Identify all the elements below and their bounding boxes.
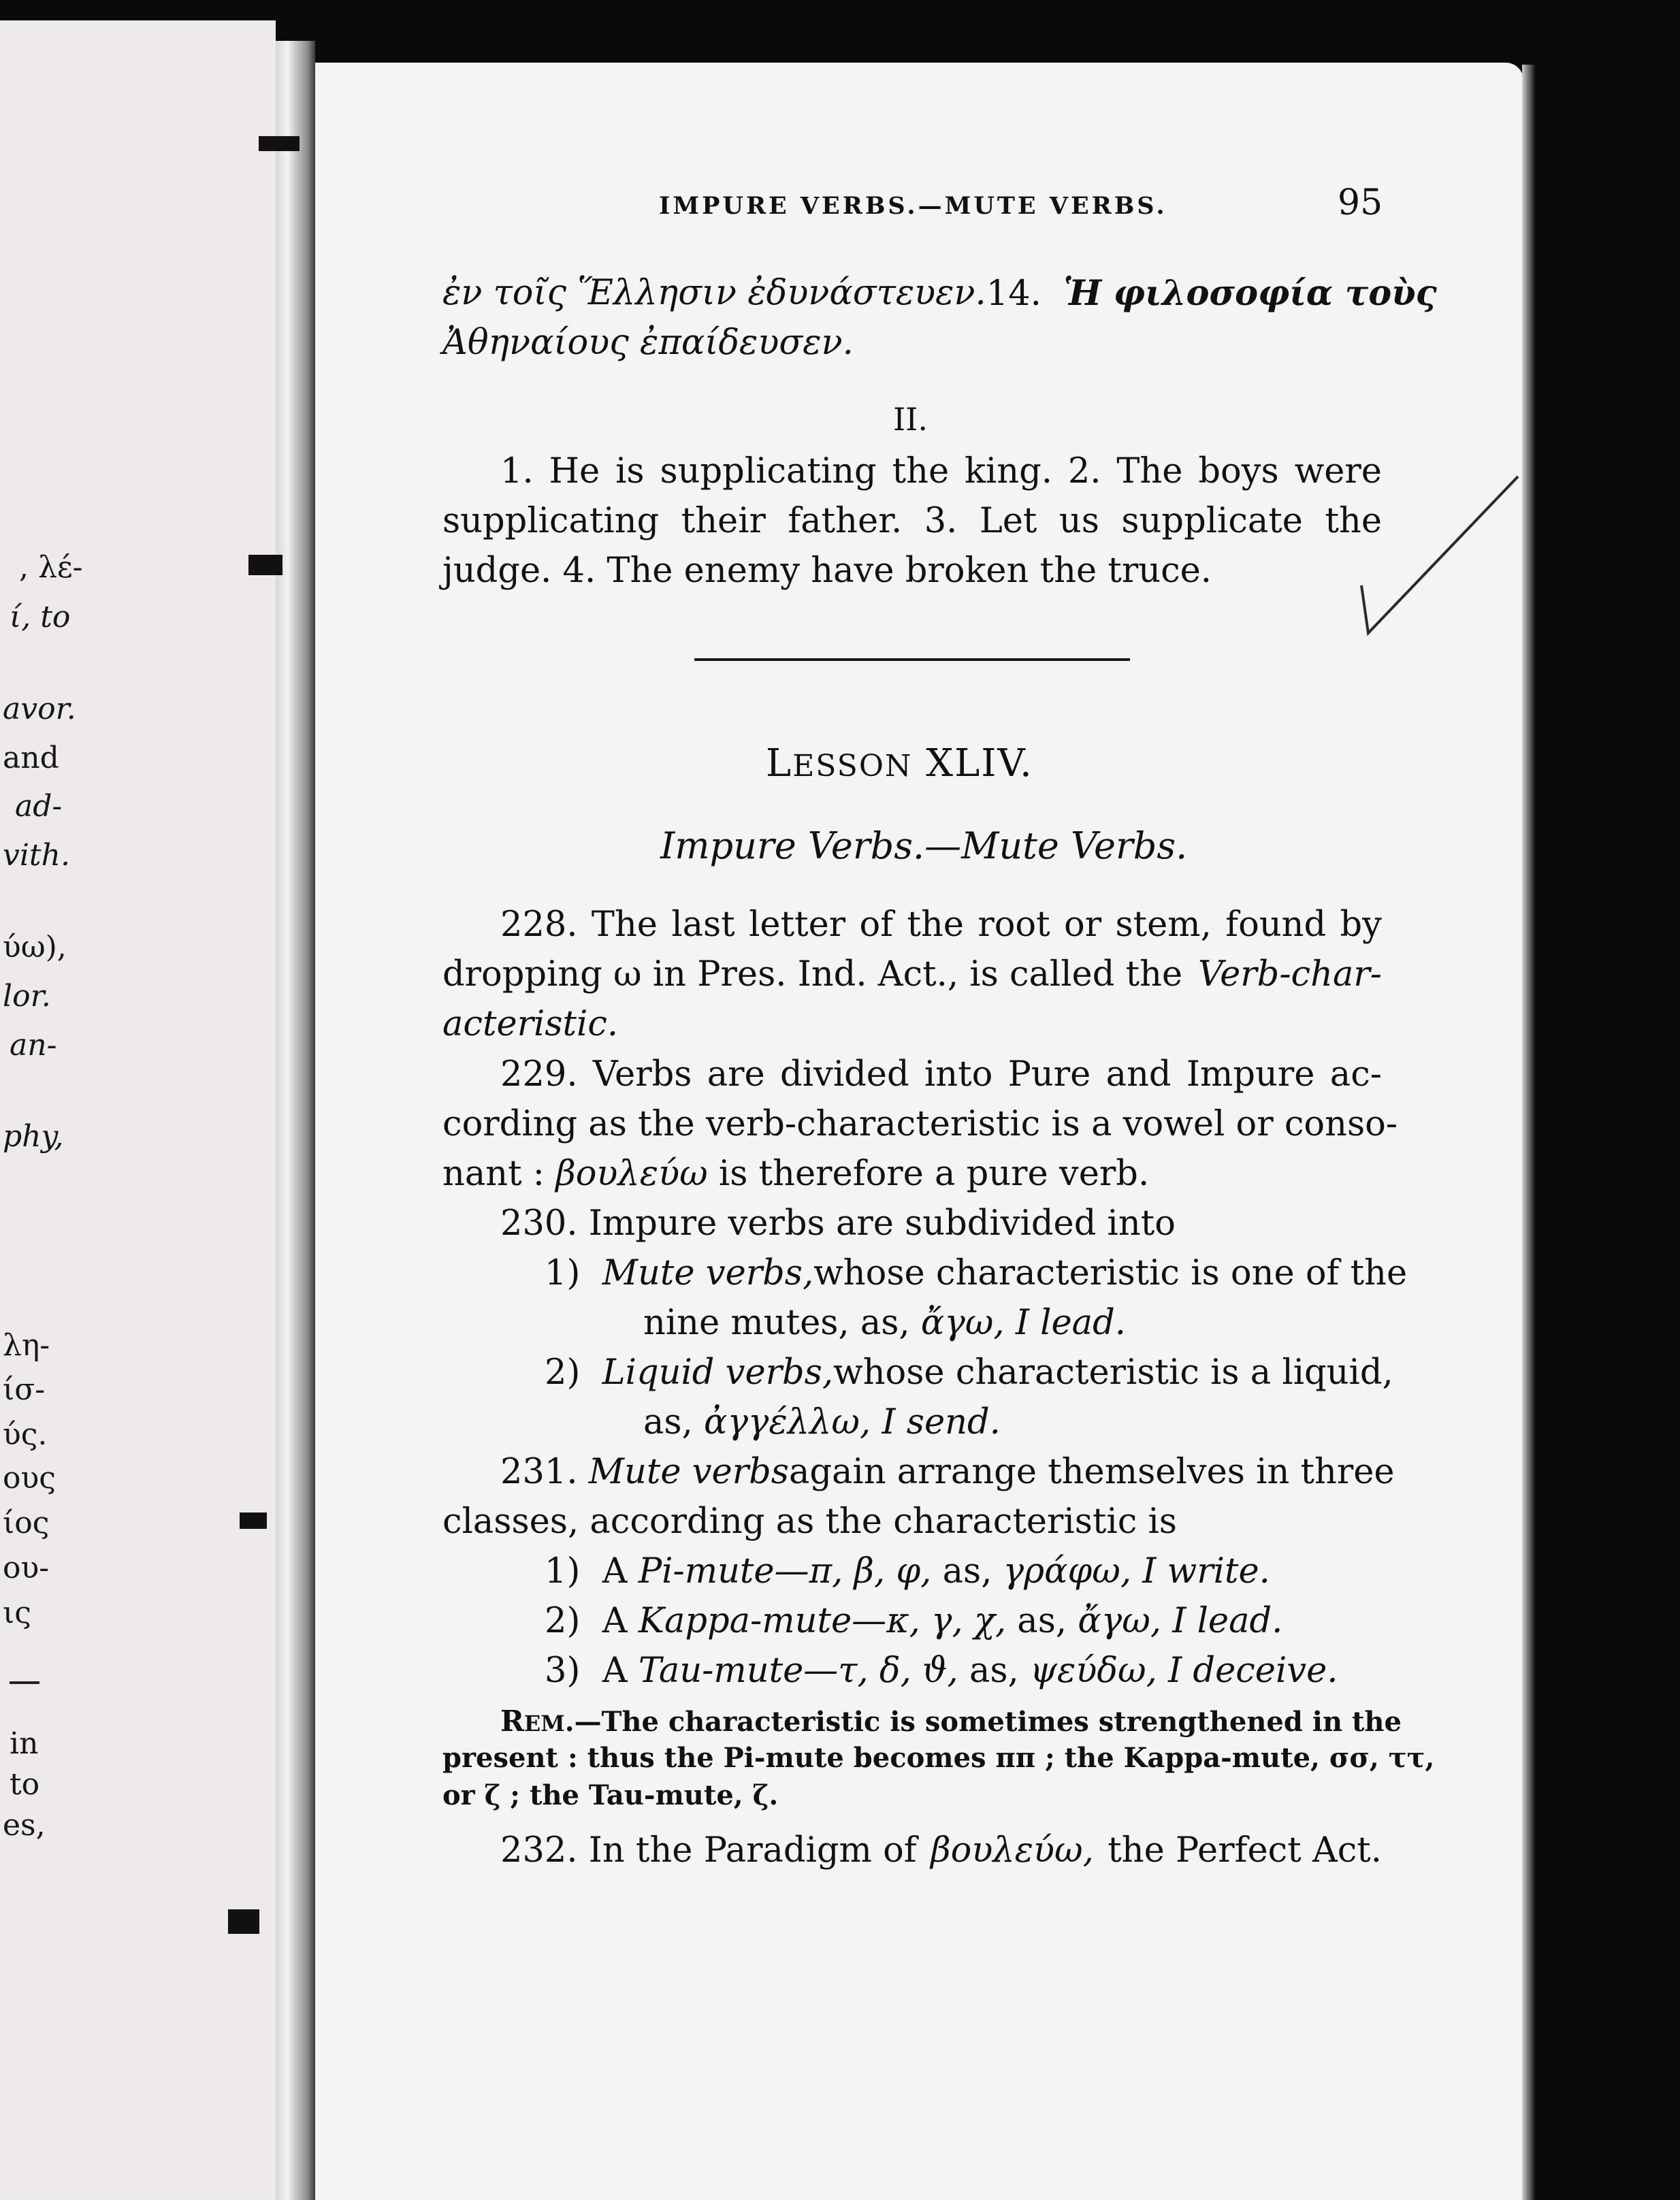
binding-mark [259, 136, 300, 151]
remark-text: .—The characteristic is sometimes strengthened in the [564, 1706, 1402, 1738]
left-fragment: ad- [15, 789, 63, 824]
greek-line-1 [442, 273, 1437, 314]
binding-mark [248, 555, 282, 575]
item-article: A [602, 1651, 628, 1691]
gloss: I write. [1142, 1551, 1270, 1591]
para-231-line [500, 1452, 1395, 1493]
left-fragment: phy, [3, 1119, 64, 1154]
item-text: as, [643, 1402, 693, 1442]
para-229-line [442, 1154, 1149, 1195]
lesson-label-cap: L [766, 741, 793, 786]
greek-word: ψεύδω, [1029, 1651, 1157, 1691]
para-230-item-cont [643, 1304, 1126, 1344]
binding-mark [240, 1512, 267, 1529]
item-number: 2) [545, 1601, 581, 1641]
remark-label-small: EM [523, 1711, 565, 1736]
pencil-check-mark [1355, 470, 1525, 647]
left-fragment: ί, to [10, 600, 71, 634]
item-text: as, [969, 1651, 1019, 1691]
left-page-fragment [0, 20, 276, 2200]
item-number: 1) [545, 1551, 581, 1591]
left-fragment: λη- [3, 1328, 50, 1363]
para-232-text: 232. In the Paradigm of [500, 1830, 917, 1871]
left-fragment: , λέ- [19, 550, 83, 585]
greek-sentence-14-text: Ἡ φιλοσοφία τοὺς [1063, 273, 1437, 314]
page-number: 95 [1338, 182, 1383, 223]
lesson-number: XLIV. [926, 741, 1033, 786]
greek-letters: τ, δ, ϑ, [838, 1651, 958, 1691]
lesson-subtitle: Impure Verbs.—Mute Verbs. [660, 824, 1188, 867]
book-gutter [276, 41, 315, 2200]
left-fragment: avor. [3, 692, 76, 726]
term-liquid-verbs: Liquid verbs, [602, 1353, 834, 1393]
left-fragment: ύς. [3, 1417, 48, 1452]
item-text: as, [1017, 1601, 1067, 1641]
greek-word: ἄγω, [920, 1303, 1005, 1343]
page-edge-shadow [1522, 65, 1536, 2200]
para-229-text: is therefore a pure verb. [718, 1154, 1150, 1194]
left-fragment: ίσ- [3, 1372, 46, 1407]
lesson-label-small: ESSON [792, 749, 913, 783]
para-231-line: classes, according as the characteristic is [442, 1502, 1177, 1542]
item-article: A [602, 1551, 628, 1591]
para-228-line: acteristic. [442, 1004, 619, 1044]
para-230-item-cont [643, 1403, 1001, 1443]
gloss: I lead. [1172, 1601, 1283, 1641]
exercise-line: judge. 4. The enemy have broken the truce. [442, 551, 1212, 591]
item-text: whose characteristic is one of the [813, 1253, 1408, 1293]
section-divider [694, 658, 1130, 661]
term-verb-characteristic: Verb-char- [1197, 954, 1382, 994]
left-page-rule [10, 1681, 39, 1684]
greek-sentence-14 [986, 274, 1437, 314]
left-fragment: ύω), [3, 930, 67, 965]
gloss: I send. [882, 1402, 1001, 1442]
para-229-line: cording as the verb-characteristic is a vowel or conso- [442, 1104, 1398, 1144]
left-fragment: to [10, 1767, 40, 1802]
para-228-line [442, 955, 1382, 995]
remark-line: present : thus the Pi-mute becomes ππ ; the Kappa-mute, σσ, ττ, [442, 1742, 1435, 1774]
binding-mark [228, 1909, 259, 1934]
greek-letters: κ, γ, χ, [886, 1601, 1007, 1641]
greek-sentence-13-end: ἐν τοῖς Ἕλλησιν ἐδυνάστευεν. [442, 273, 986, 313]
para-229-line: 229. Verbs are divided into Pure and Impure ac- [500, 1054, 1382, 1095]
term-kappa-mute: Kappa-mute— [638, 1601, 887, 1641]
item-number: 1) [545, 1253, 581, 1293]
mute-class-item [545, 1602, 1282, 1642]
exercise-line: 1. He is supplicating the king. 2. The boys were [500, 451, 1382, 491]
left-fragment: in [10, 1726, 39, 1761]
para-231-text: again arrange themselves in three [788, 1452, 1395, 1492]
left-fragment: ις [3, 1596, 31, 1630]
remark-label-cap: R [500, 1704, 524, 1738]
para-228-line: 228. The last letter of the root or stem, found by [500, 905, 1382, 945]
exercise-heading: II. [893, 401, 928, 438]
lesson-title [766, 742, 1033, 786]
mute-class-item [545, 1552, 1270, 1592]
para-number: 231. [500, 1452, 578, 1492]
para-228-text: dropping ω in Pres. Ind. Act., is called the [442, 954, 1183, 994]
para-230-item [545, 1353, 1393, 1393]
gloss: I lead. [1015, 1303, 1126, 1343]
term-mute-verbs: Mute verbs [588, 1452, 789, 1492]
running-head: IMPURE VERBS.—MUTE VERBS. [659, 192, 1167, 220]
greek-word: ἀγγέλλω, [704, 1402, 871, 1442]
left-fragment: ους [3, 1461, 56, 1495]
remark-line [500, 1704, 1402, 1738]
left-fragment: ου- [3, 1551, 50, 1585]
remark-line: or ζ ; the Tau-mute, ζ. [442, 1779, 779, 1811]
greek-letters: π, β, φ, [809, 1551, 932, 1591]
gloss: I deceive. [1168, 1651, 1338, 1691]
para-230-item [545, 1253, 1408, 1294]
item-text: nine mutes, as, [643, 1303, 910, 1343]
greek-line-2: Ἀθηναίους ἐπαίδευσεν. [442, 323, 854, 363]
left-fragment: ίος [3, 1506, 50, 1540]
greek-word: βουλεύω, [931, 1830, 1094, 1871]
left-fragment: an- [10, 1028, 57, 1063]
para-232-line [500, 1831, 1382, 1871]
left-fragment: and [3, 741, 59, 775]
left-fragment: vith. [3, 838, 70, 873]
term-tau-mute: Tau-mute— [638, 1651, 839, 1691]
greek-word: βουλεύω [555, 1154, 708, 1194]
item-article: A [602, 1601, 628, 1641]
left-fragment: lor. [3, 979, 51, 1014]
para-232-text: the Perfect Act. [1108, 1830, 1382, 1871]
greek-word: ἄγω, [1078, 1601, 1162, 1641]
exercise-line: supplicating their father. 3. Let us supplicate the [442, 501, 1382, 541]
para-230-line: 230. Impure verbs are subdivided into [500, 1203, 1176, 1244]
greek-word: γράφω, [1003, 1551, 1132, 1591]
term-mute-verbs: Mute verbs, [602, 1253, 814, 1293]
item-number: 2) [545, 1353, 581, 1393]
mute-class-item [545, 1651, 1338, 1692]
para-229-text: nant : [442, 1154, 545, 1194]
item-text: whose characteristic is a liquid, [833, 1353, 1393, 1393]
item-text: as, [942, 1551, 992, 1591]
left-fragment: es, [3, 1808, 46, 1843]
term-pi-mute: Pi-mute— [638, 1551, 809, 1591]
sentence-number: 14. [986, 274, 1041, 314]
item-number: 3) [545, 1651, 581, 1691]
